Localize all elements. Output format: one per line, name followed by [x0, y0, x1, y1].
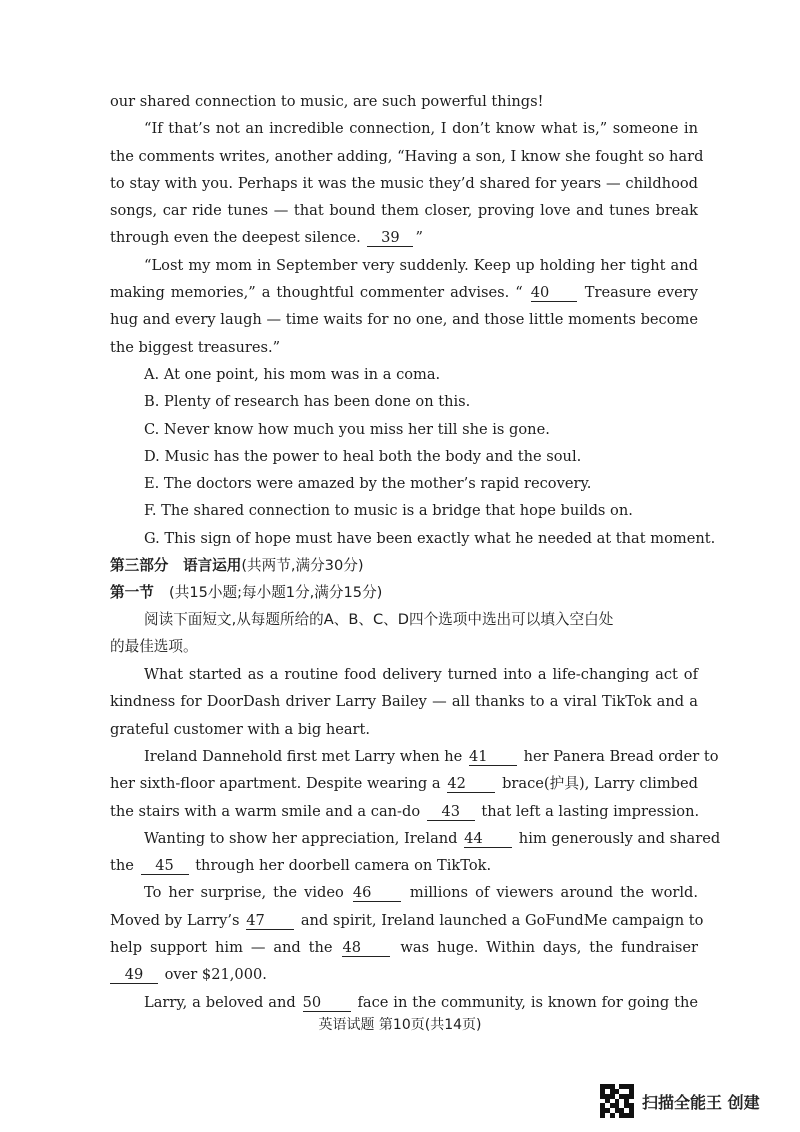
- text-line: [110, 934, 698, 961]
- text-line: songs, car ride tunes — that bound them closer, proving love and tunes break: [110, 202, 698, 220]
- blank-42: 42: [447, 775, 495, 793]
- text-fragment: the: [110, 857, 134, 875]
- blank-50: 50: [303, 994, 351, 1012]
- text-fragment: Treasure every: [584, 284, 699, 302]
- instruction-line: 的最佳选项。: [110, 638, 198, 656]
- blank-44: 44: [464, 830, 512, 848]
- text-fragment: through her doorbell camera on TikTok.: [195, 857, 492, 875]
- text-line: [110, 279, 698, 306]
- text-fragment: him generously and shared: [518, 829, 721, 847]
- blank-48: 48: [342, 939, 390, 957]
- section-title: [110, 552, 698, 579]
- blank-45: 45: [141, 857, 189, 875]
- scanner-watermark: [600, 1083, 780, 1119]
- text-line: the comments writes, another adding, “Having a son, I know she fought so hard: [110, 147, 704, 165]
- text-line: grateful customer with a big heart.: [110, 720, 371, 738]
- text-line: [110, 798, 698, 825]
- option-f: F. The shared connection to music is a bridge that hope builds on.: [144, 502, 633, 520]
- text-line: to stay with you. Perhaps it was the music they’d shared for years — childhood: [110, 174, 698, 192]
- blank-49: 49: [110, 966, 158, 984]
- section-title-text: 第三部分 语言运用: [110, 557, 242, 575]
- exam-page: [110, 88, 721, 1016]
- text-fragment: and spirit, Ireland launched a GoFundMe campaign to: [300, 911, 704, 929]
- text-line: [110, 879, 698, 906]
- text-line: [110, 852, 698, 879]
- text-line: our shared connection to music, are such powerful things!: [110, 93, 544, 110]
- text-fragment: Larry, a beloved and: [144, 993, 296, 1011]
- text-fragment: face in the community, is known for going the: [357, 993, 699, 1011]
- text-fragment: her sixth-floor apartment. Despite wearing a: [110, 775, 441, 793]
- text-line: [110, 825, 721, 852]
- blank-43: 43: [427, 803, 475, 821]
- text-fragment: help support him — and the: [110, 939, 333, 957]
- subsection-title-text: 第一节: [110, 584, 154, 602]
- text-fragment: millions of viewers around the world.: [409, 884, 698, 902]
- text-fragment: the stairs with a warm smile and a can-do: [110, 802, 421, 820]
- text-line: [110, 989, 698, 1016]
- text-fragment: making memories,” a thoughtful commenter advises. “: [110, 284, 523, 302]
- section-title-note: (共两节,满分30分): [241, 557, 364, 575]
- text-line: kindness for DoorDash driver Larry Bailey — all thanks to a viral TikTok and a: [110, 693, 698, 711]
- text-fragment: through even the deepest silence.: [110, 229, 361, 247]
- instruction-line: 阅读下面短文,从每题所给的A、B、C、D四个选项中选出可以填入空白处: [144, 611, 614, 629]
- option-d: D. Music has the power to heal both the body and the soul.: [144, 447, 582, 465]
- subsection-note: (共15小题;每小题1分,满分15分): [169, 584, 383, 602]
- text-line: [110, 961, 698, 988]
- option-a: A. At one point, his mom was in a coma.: [144, 365, 441, 383]
- text-line: [110, 224, 698, 251]
- text-line: [110, 743, 719, 770]
- blank-41: 41: [469, 748, 517, 766]
- subsection-title: [110, 579, 698, 606]
- text-line: “Lost my mom in September very suddenly. Keep up holding her tight and: [144, 256, 698, 274]
- blank-46: 46: [353, 884, 401, 902]
- blank-39: 39: [367, 229, 413, 247]
- option-g: G. This sign of hope must have been exactly what he needed at that moment.: [144, 529, 716, 547]
- text-line: [110, 770, 698, 797]
- text-fragment: brace(护具), Larry climbed: [502, 775, 699, 793]
- option-e: E. The doctors were amazed by the mother’s rapid recovery.: [144, 475, 592, 493]
- text-fragment: over $21,000.: [164, 966, 267, 984]
- text-line: What started as a routine food delivery turned into a life-changing act of: [144, 666, 698, 684]
- text-fragment: ”: [415, 229, 423, 247]
- option-b: B. Plenty of research has been done on this.: [144, 393, 471, 411]
- text-fragment: her Panera Bread order to: [523, 747, 719, 765]
- text-fragment: Ireland Dannehold first met Larry when he: [144, 747, 463, 765]
- watermark-text: 扫描全能王 创建: [642, 1092, 760, 1112]
- text-fragment: To her surprise, the video: [144, 884, 344, 902]
- text-fragment: Moved by Larry’s: [110, 911, 240, 929]
- text-fragment: was huge. Within days, the fundraiser: [400, 939, 699, 957]
- option-c: C. Never know how much you miss her till she is gone.: [144, 420, 550, 438]
- text-line: “If that’s not an incredible connection, I don’t know what is,” someone in: [144, 120, 698, 138]
- text-line: [110, 907, 704, 934]
- qr-code-icon: [600, 1084, 634, 1118]
- text-line: the biggest treasures.”: [110, 338, 281, 356]
- text-line: hug and every laugh — time waits for no one, and those little moments become: [110, 311, 698, 329]
- text-fragment: Wanting to show her appreciation, Ireland: [144, 829, 458, 847]
- page-footer: 英语试题 第10页(共14页): [318, 1017, 482, 1033]
- blank-40: 40: [531, 284, 577, 302]
- text-fragment: that left a lasting impression.: [481, 802, 700, 820]
- blank-47: 47: [246, 912, 294, 930]
